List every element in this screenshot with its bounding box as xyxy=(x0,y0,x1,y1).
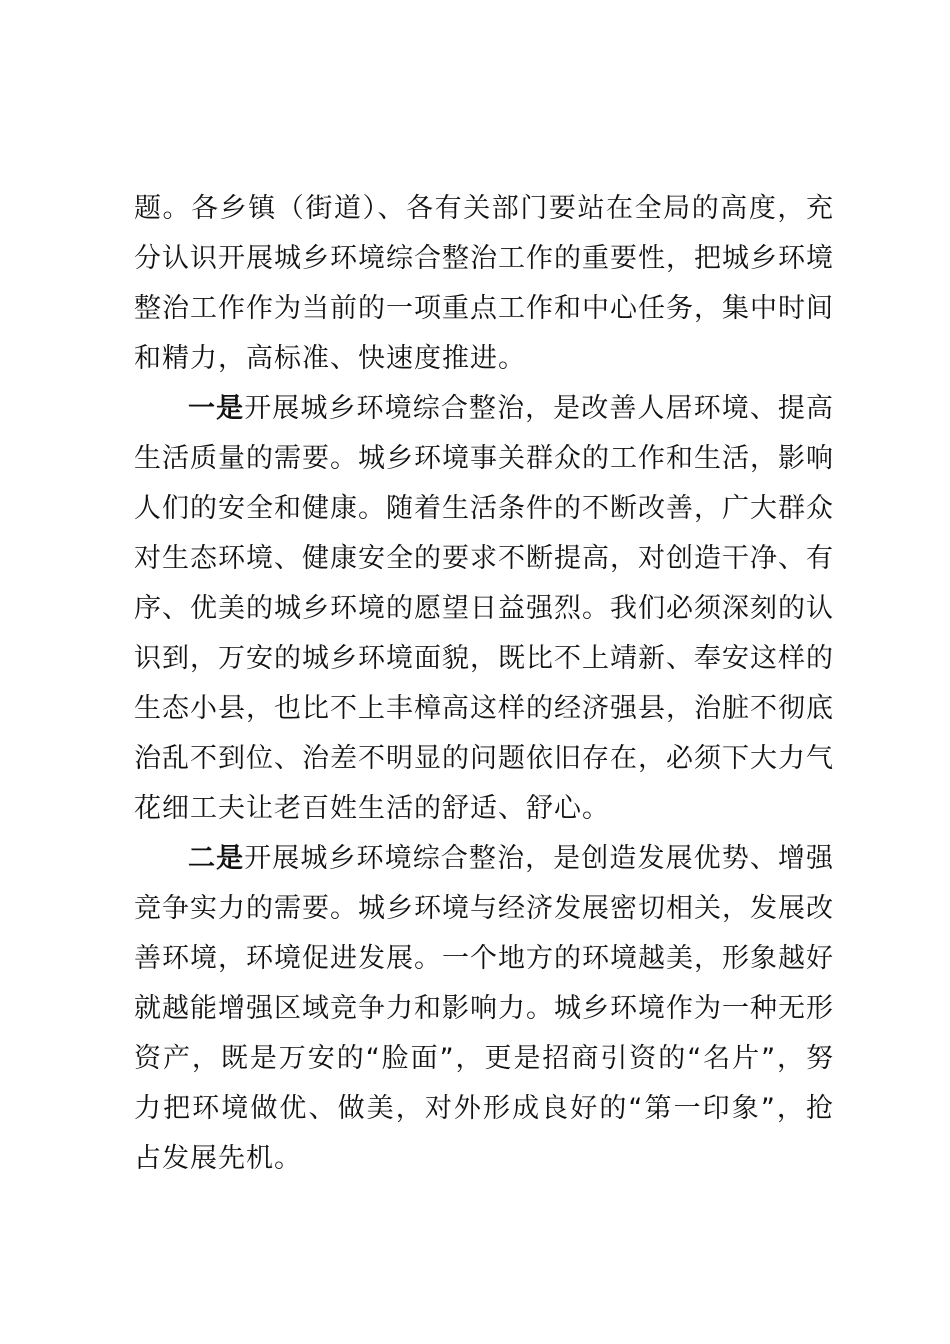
paragraph-continuation xyxy=(134,184,834,384)
paragraph-text: 开展城乡环境综合整治，是改善人居环境、提高生活质量的需要。城乡环境事关群众的工作和生活，影响人们的安全和健康。随着生活条件的不断改善，广大群众对生态环境、健康安全的要求不断提高，对创造干净、有序、优美的城乡环境的愿望日益强烈。我们必须深刻的认识到，万安的城乡环境面貌，既比不上靖新、奉安这样的生态小县，也比不上丰樟高这样的经济强县，治脏不彻底治乱不到位、治差不明显的问题依旧存在，必须下大力气花细工夫让老百姓生活的舒适、舒心。 xyxy=(134,393,835,824)
document-body xyxy=(134,184,834,1184)
paragraph-text: 开展城乡环境综合整治，是创造发展优势、增强竞争实力的需要。城乡环境与经济发展密切相关，发展改善环境，环境促进发展。一个地方的环境越美，形象越好就越能增强区域竞争力和影响力。城乡环境作为一种无形资产，既是万安的“脸面”，更是招商引资的“名片”，努力把环境做优、做美，对外形成良好的“第一印象”，抢占发展先机。 xyxy=(134,843,835,1174)
paragraph-lead: 一是 xyxy=(188,393,245,424)
paragraph-text: 题。各乡镇（街道）、各有关部门要站在全局的高度，充分认识开展城乡环境综合整治工作的重要性，把城乡环境整治工作作为当前的一项重点工作和中心任务，集中时间和精力，高标准、快速度推进。 xyxy=(134,193,834,374)
paragraph-lead: 二是 xyxy=(188,843,245,874)
paragraph-point-one xyxy=(134,384,834,834)
paragraph-point-two xyxy=(134,834,834,1184)
